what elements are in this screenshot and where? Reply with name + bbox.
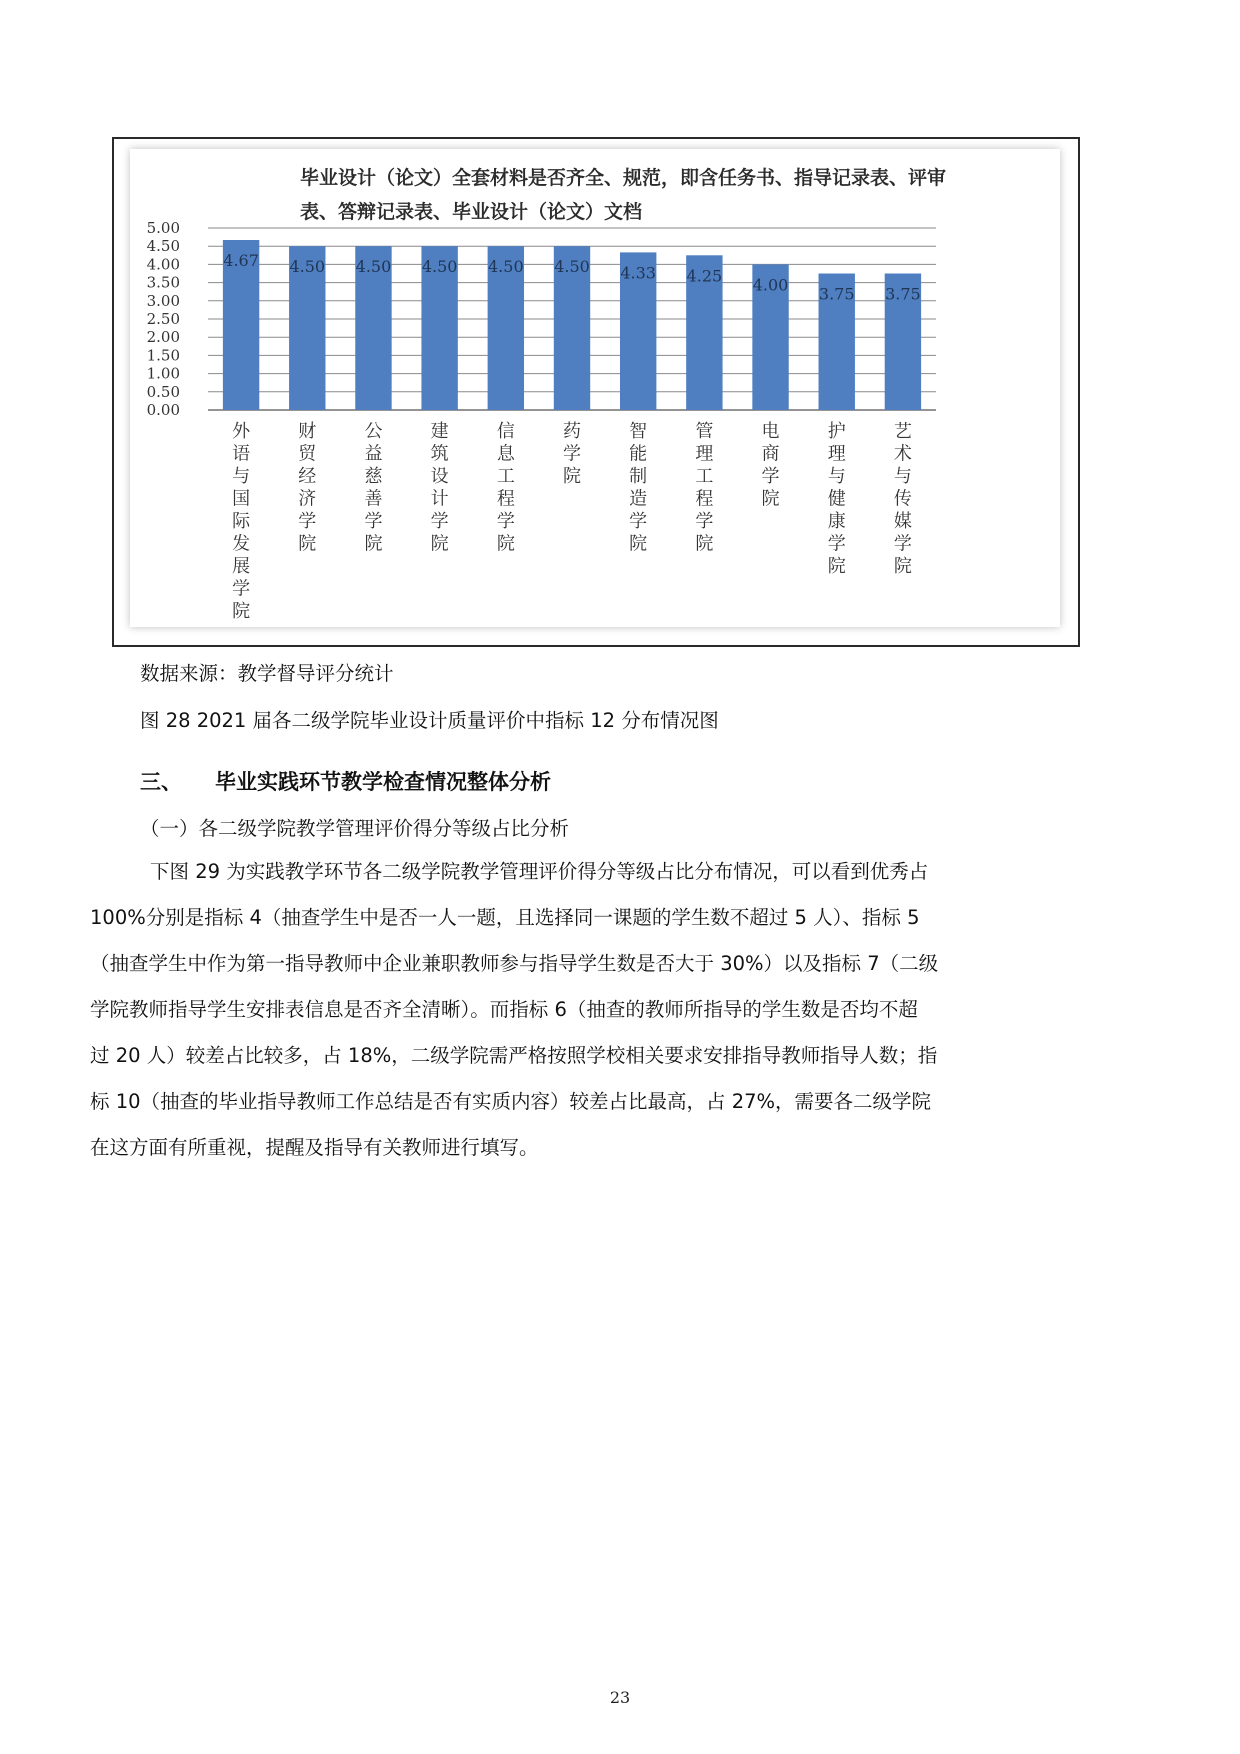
body-paragraph [90,849,1150,1171]
x-category-label-char: 院 [298,533,317,555]
x-category-label-char: 制 [629,466,648,487]
x-category-label-char: 能 [629,443,648,465]
x-category-label-char: 工 [496,466,515,487]
bar-value-label: 4.67 [223,251,259,271]
x-category-label-char: 护 [827,421,846,442]
x-category-label-char: 院 [629,533,648,555]
x-category-label-char: 国 [232,488,251,510]
x-category-label-char: 与 [827,466,846,487]
x-category-label-char: 善 [364,488,383,510]
y-tick-label: 3.50 [146,273,180,292]
y-tick-label: 4.00 [146,255,180,274]
paragraph-line: （抽查学生中作为第一指导教师中企业兼职教师参与指导学生数是否大于 30%）以及指标 7（二级 [90,952,939,975]
section-heading-number: 三、 [140,770,182,794]
x-category-label-char: 学 [364,511,383,532]
x-category-label-char: 信 [496,421,515,442]
x-category-label-char: 学 [298,511,317,532]
y-tick-label: 2.00 [146,328,180,347]
x-category-label-char: 息 [496,443,515,465]
x-category-label-char: 程 [695,488,714,510]
x-category-label-char: 院 [430,533,449,555]
bar-chart [130,149,1060,627]
paragraph-line: 学院教师指导学生安排表信息是否齐全清晰）。而指标 6（抽查的教师所指导的学生数是否均不超 [90,998,918,1021]
x-category-label-char: 经 [298,466,317,487]
paragraph-line: 下图 29 为实践教学环节各二级学院教学管理评价得分等级占比分布情况，可以看到优秀占 [150,860,929,883]
x-category-label-char: 学 [695,511,714,532]
x-category-label-char: 学 [761,466,780,487]
x-category-label-char: 设 [430,466,449,487]
bar-value-label: 3.75 [885,284,921,304]
bar-value-label: 4.33 [620,263,656,283]
x-category-label-char: 与 [232,466,251,487]
x-category-label-char: 电 [761,421,780,442]
x-category-label-char: 院 [761,488,780,510]
x-category-label-char: 院 [232,601,251,622]
x-category-label-char: 院 [695,533,714,555]
y-tick-label: 5.00 [146,219,180,237]
bar-value-label: 4.25 [686,266,723,286]
x-category-label-char: 院 [827,556,846,577]
x-category-label-char: 财 [298,421,317,442]
x-category-label-char: 管 [695,421,714,442]
x-category-label-char: 筑 [430,443,449,465]
x-category-label-char: 贸 [298,443,317,465]
paragraph-line: 100%分别是指标 4（抽查学生中是否一人一题，且选择同一课题的学生数不超过 5 人）、指标 5 [90,906,920,929]
x-category-label-char: 展 [232,556,251,577]
x-category-label-char: 际 [232,511,251,532]
bar-value-label: 3.75 [818,284,855,304]
y-tick-label: 0.00 [146,401,180,419]
y-tick-label: 3.00 [146,291,180,310]
x-category-label-char: 院 [364,533,383,555]
x-category-label-char: 康 [827,511,846,532]
bar-value-label: 4.50 [355,257,392,277]
paragraph-line: 标 10（抽查的毕业指导教师工作总结是否有实质内容）较差占比最高，占 27%，需要各二级学院 [90,1090,932,1113]
paragraph-line: 在这方面有所重视，提醒及指导有关教师进行填写。 [90,1136,539,1159]
x-category-label-char: 造 [629,488,648,510]
x-category-label-char: 学 [496,511,515,532]
bar-value-label: 4.00 [752,275,789,295]
x-category-label-char: 商 [761,443,780,465]
x-category-label-char: 院 [496,533,515,555]
x-category-label-char: 学 [827,533,846,555]
x-category-label-char: 程 [496,488,515,510]
x-category-label-char: 媒 [893,511,912,532]
x-category-label-char: 学 [893,533,912,555]
page-number: 23 [609,1688,631,1707]
x-category-label-char: 院 [563,466,581,487]
x-category-label-char: 建 [430,421,449,442]
x-category-label-char: 艺 [893,421,912,442]
bar-value-label: 4.50 [421,257,458,277]
x-category-label-char: 健 [827,488,846,510]
chart-title-line-1: 毕业设计（论文）全套材料是否齐全、规范，即含任务书、指导记录表、评审 [300,167,947,189]
x-category-label-char: 学 [563,443,581,465]
x-category-label-char: 与 [893,466,912,487]
chart-panel [130,149,1060,627]
y-tick-label: 1.50 [146,346,180,365]
y-tick-label: 1.00 [146,364,180,383]
subsection-heading: （一）各二级学院教学管理评价得分等级占比分析 [140,817,570,840]
x-category-label-char: 术 [893,443,912,465]
y-tick-label: 0.50 [146,382,180,401]
y-tick-label: 2.50 [146,310,180,328]
x-category-label-char: 药 [563,421,581,442]
x-category-label-char: 益 [364,443,383,465]
bar-value-label: 4.50 [554,257,590,277]
x-category-label-char: 学 [629,511,648,532]
x-category-label-char: 智 [629,421,648,442]
chart-source-caption: 数据来源：教学督导评分统计 [140,662,394,685]
x-category-label-char: 外 [232,421,251,442]
x-category-label-char: 计 [430,488,449,510]
x-category-label-char: 理 [827,443,846,465]
figure-caption: 图 28 2021 届各二级学院毕业设计质量评价中指标 12 分布情况图 [140,709,719,732]
section-heading: 毕业实践环节教学检查情况整体分析 [215,770,551,794]
x-category-label-char: 济 [298,488,317,510]
x-category-label-char: 公 [364,421,383,442]
x-category-label-char: 院 [893,556,912,577]
x-category-label-char: 学 [232,578,251,600]
x-category-label-char: 发 [232,533,251,555]
y-tick-label: 4.50 [146,237,180,256]
bar-value-label: 4.50 [289,257,326,277]
chart-frame [112,137,1080,647]
x-category-label-char: 语 [232,443,251,465]
bar-value-label: 4.50 [488,257,524,277]
x-category-label-char: 学 [430,511,449,532]
x-category-label-char: 理 [695,443,714,465]
chart-title-line-2: 表、答辩记录表、毕业设计（论文）文档 [300,201,643,223]
x-category-label-char: 工 [695,466,714,487]
x-category-label-char: 传 [893,488,912,510]
x-category-label-char: 慈 [364,466,383,487]
paragraph-line: 过 20 人）较差占比较多，占 18%，二级学院需严格按照学校相关要求安排指导教师指导人数；指 [90,1044,938,1067]
